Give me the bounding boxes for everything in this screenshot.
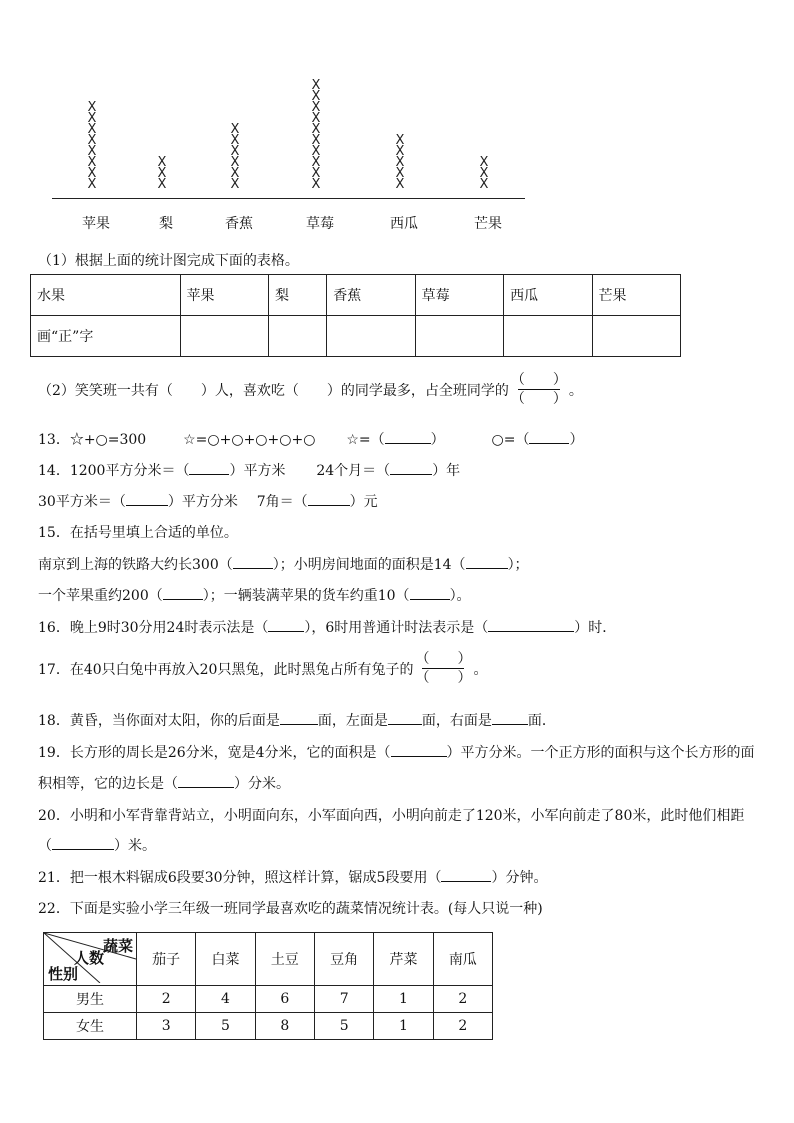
pictograph-mark: X xyxy=(157,166,167,181)
q19-text: ）平方分米。一个正方形的面积与这个长方形的面 xyxy=(446,745,755,761)
table-row xyxy=(44,1013,493,1040)
pictograph-mark: X xyxy=(311,155,321,170)
vegetable-table xyxy=(43,932,493,1040)
table-cell: 1 xyxy=(374,986,433,1013)
vegetable-header: 豆角 xyxy=(314,933,373,986)
fruit-table-header: 苹果 xyxy=(180,275,268,316)
pictograph-mark: X xyxy=(87,111,97,126)
pictograph-mark: X xyxy=(230,166,240,181)
pictograph-mark: X xyxy=(87,122,97,137)
q15-blank[interactable] xyxy=(466,556,508,569)
pictograph-mark: X xyxy=(311,133,321,148)
question-22-title: 22．下面是实验小学三年级一班同学最喜欢吃的蔬菜情况统计表。(每人只说一种) xyxy=(38,901,543,917)
q14-text: 24个月＝（ xyxy=(316,463,391,479)
q19-text: ）分米。 xyxy=(234,776,290,792)
q17-end: 。 xyxy=(473,661,488,678)
table-corner-header xyxy=(44,933,137,986)
q-fruit-part1: （1）根据上面的统计图完成下面的表格。 xyxy=(38,253,299,269)
q18-text: 面，右面是 xyxy=(421,713,492,729)
pictograph-mark: X xyxy=(311,144,321,159)
question-15-line1 xyxy=(38,554,529,574)
q16-blank[interactable] xyxy=(488,619,574,632)
pictograph-category-label: 苹果 xyxy=(82,216,110,232)
corner-label-gender: 性别 xyxy=(48,965,79,983)
pictograph-mark: X xyxy=(395,133,405,148)
fruit-table-cell[interactable] xyxy=(327,316,415,357)
q15-text: ）；一辆装满苹果的货车约重10（ xyxy=(202,588,410,604)
pictograph-mark: X xyxy=(311,122,321,137)
row-label: 女生 xyxy=(44,1013,137,1040)
table-cell: 7 xyxy=(314,986,373,1013)
vegetable-header: 茄子 xyxy=(137,933,196,986)
fraction-denominator: （ ） xyxy=(415,670,472,686)
q13-star-label: ☆=（ xyxy=(346,432,385,448)
q15-text: 一个苹果重约200（ xyxy=(38,588,163,604)
pictograph-mark: X xyxy=(479,155,489,170)
q13-star-blank[interactable] xyxy=(385,431,431,444)
q15-blank[interactable] xyxy=(233,556,273,569)
pictograph-mark: X xyxy=(479,166,489,181)
pictograph-mark: X xyxy=(230,177,240,192)
fruit-table-cell[interactable] xyxy=(504,316,592,357)
fruit-table-header: 西瓜 xyxy=(504,275,592,316)
q21-text: ）分钟。 xyxy=(491,870,548,886)
fraction-answer[interactable] xyxy=(511,371,567,408)
question-21 xyxy=(38,867,547,887)
pictograph-category-label: 梨 xyxy=(159,216,173,232)
pictograph-mark: X xyxy=(311,177,321,192)
pictograph-category-label: 芒果 xyxy=(474,216,502,232)
q17-text: 17．在40只白兔中再放入20只黑兔，此时黑兔占所有兔子的 xyxy=(38,661,414,678)
pictograph-category-label: 草莓 xyxy=(306,216,334,232)
corner-label-vegetable: 蔬菜 xyxy=(102,937,133,955)
q13-paren: ） xyxy=(569,432,584,448)
pictograph-category-label: 香蕉 xyxy=(225,216,253,232)
pictograph-mark: X xyxy=(230,155,240,170)
fraction-numerator: （ ） xyxy=(415,651,472,667)
pictograph-mark: X xyxy=(87,155,97,170)
q18-text: 18．黄昏，当你面对太阳，你的后面是 xyxy=(38,713,280,729)
question-17 xyxy=(38,650,487,687)
q18-blank[interactable] xyxy=(280,712,318,725)
q19-text: 积相等，它的边长是（ xyxy=(38,776,178,792)
fruit-table-cell[interactable] xyxy=(415,316,503,357)
q-fruit-part2-end: 。 xyxy=(568,382,583,399)
pictograph-mark: X xyxy=(311,166,321,181)
q15-blank[interactable] xyxy=(163,587,203,600)
fruit-table-header: 梨 xyxy=(268,275,326,316)
q-fruit-part2 xyxy=(38,371,583,408)
q-fruit-part2-text: （2）笑笑班一共有（ ）人，喜欢吃（ ）的同学最多，占全班同学的 xyxy=(38,382,509,399)
q14-text: 7角＝（ xyxy=(256,494,308,510)
q14-text: 30平方米＝（ xyxy=(38,494,126,510)
q16-blank[interactable] xyxy=(268,619,304,632)
q14-text: ）平方分米 xyxy=(167,494,238,510)
table-cell: 2 xyxy=(433,986,492,1013)
pictograph-mark: X xyxy=(87,144,97,159)
pictograph-baseline xyxy=(52,198,525,199)
vegetable-header: 白菜 xyxy=(196,933,255,986)
pictograph-mark: X xyxy=(479,177,489,192)
table-cell: 2 xyxy=(433,1013,492,1040)
pictograph-mark: X xyxy=(87,133,97,148)
question-14-line2 xyxy=(38,491,378,511)
q19-blank[interactable] xyxy=(178,775,234,788)
pictograph-mark: X xyxy=(395,144,405,159)
pictograph xyxy=(0,0,794,240)
pictograph-mark: X xyxy=(87,166,97,181)
q21-blank[interactable] xyxy=(441,869,491,882)
corner-label-count: 人数 xyxy=(74,949,105,967)
q20-blank[interactable] xyxy=(52,837,114,850)
question-20-line2 xyxy=(38,835,156,855)
q15-text: ）； xyxy=(507,557,529,573)
fruit-table-cell[interactable] xyxy=(268,316,326,357)
pictograph-mark: X xyxy=(311,100,321,115)
q21-text: 21．把一根木料锯成6段要30分钟，照这样计算，锯成5段要用（ xyxy=(38,870,442,886)
pictograph-mark: X xyxy=(311,78,321,93)
vegetable-header: 土豆 xyxy=(255,933,314,986)
question-16 xyxy=(38,617,616,637)
table-cell: 4 xyxy=(196,986,255,1013)
question-19-line1 xyxy=(38,742,755,762)
question-13 xyxy=(38,429,583,449)
fruit-table-cell[interactable] xyxy=(180,316,268,357)
q16-text: 16．晚上9时30分用24时表示法是（ xyxy=(38,620,269,636)
fraction-denominator: （ ） xyxy=(510,391,567,407)
q18-blank[interactable] xyxy=(492,712,528,725)
q15-blank[interactable] xyxy=(410,587,450,600)
question-15-title: 15．在括号里填上合适的单位。 xyxy=(38,525,238,541)
q18-text: 面． xyxy=(527,713,556,729)
pictograph-mark: X xyxy=(157,155,167,170)
question-15-line2 xyxy=(38,585,471,605)
pictograph-mark: X xyxy=(87,100,97,115)
fruit-table-row-label: 画“正”字 xyxy=(31,316,181,357)
fruit-table xyxy=(30,274,681,357)
pictograph-column xyxy=(152,157,172,190)
q14-text: ）平方米 xyxy=(229,463,286,479)
fruit-table-header: 芒果 xyxy=(592,275,680,316)
q14-blank[interactable] xyxy=(308,493,350,506)
q16-text: ），6时用普通计时法表示是（ xyxy=(304,620,489,636)
question-20-line1: 20．小明和小军背靠背站立，小明面向东，小军面向西，小明向前走了120米，小军向前走了80米，此时他们相距 xyxy=(38,808,745,824)
q15-text: ）；小明房间地面的面积是14（ xyxy=(272,557,466,573)
pictograph-mark: X xyxy=(230,144,240,159)
pictograph-column xyxy=(225,124,245,190)
fraction-answer[interactable] xyxy=(415,650,471,687)
table-cell: 3 xyxy=(137,1013,196,1040)
fraction-numerator: （ ） xyxy=(510,372,567,388)
q19-blank[interactable] xyxy=(391,744,447,757)
pictograph-mark: X xyxy=(311,89,321,104)
q14-blank[interactable] xyxy=(189,462,229,475)
vegetable-header: 南瓜 xyxy=(433,933,492,986)
fruit-table-header: 草莓 xyxy=(415,275,503,316)
pictograph-mark: X xyxy=(230,133,240,148)
table-cell: 2 xyxy=(137,986,196,1013)
pictograph-column xyxy=(390,135,410,190)
q18-blank[interactable] xyxy=(388,712,422,725)
table-cell: 5 xyxy=(314,1013,373,1040)
q14-text: 14．1200平方分米＝（ xyxy=(38,463,190,479)
question-19-line2 xyxy=(38,773,290,793)
pictograph-mark: X xyxy=(395,177,405,192)
q13-eq2: ☆=○+○+○+○+○ xyxy=(183,432,316,448)
q14-text: ）元 xyxy=(349,494,378,510)
pictograph-mark: X xyxy=(87,177,97,192)
q20-text: ）米。 xyxy=(114,838,156,854)
pictograph-plot xyxy=(0,0,794,190)
row-label: 男生 xyxy=(44,986,137,1013)
pictograph-mark: X xyxy=(230,122,240,137)
pictograph-column xyxy=(82,102,102,190)
table-row xyxy=(44,986,493,1013)
q13-eq1: 13．☆+○=300 xyxy=(38,432,147,448)
table-cell: 5 xyxy=(196,1013,255,1040)
q15-text: ）。 xyxy=(449,588,471,604)
q15-text: 南京到上海的铁路大约长300（ xyxy=(38,557,233,573)
table-cell: 6 xyxy=(255,986,314,1013)
question-14-line1 xyxy=(38,460,460,480)
q16-text: ）时． xyxy=(574,620,617,636)
pictograph-column xyxy=(474,157,494,190)
vegetable-header: 芹菜 xyxy=(374,933,433,986)
table-cell: 1 xyxy=(374,1013,433,1040)
q13-circle-label: ○=（ xyxy=(491,432,530,448)
pictograph-mark: X xyxy=(395,166,405,181)
pictograph-mark: X xyxy=(311,111,321,126)
q13-paren: ） xyxy=(430,432,445,448)
table-cell: 8 xyxy=(255,1013,314,1040)
q20-text: （ xyxy=(38,838,52,854)
q19-text: 19．长方形的周长是26分米，宽是4分米，它的面积是（ xyxy=(38,745,391,761)
pictograph-column xyxy=(306,80,326,190)
fruit-table-cell[interactable] xyxy=(592,316,680,357)
q14-blank[interactable] xyxy=(390,462,432,475)
question-18 xyxy=(38,710,556,730)
pictograph-mark: X xyxy=(395,155,405,170)
pictograph-mark: X xyxy=(157,177,167,192)
fruit-table-header: 水果 xyxy=(31,275,181,316)
pictograph-category-label: 西瓜 xyxy=(390,216,418,232)
q14-text: ）年 xyxy=(432,463,461,479)
q13-circle-blank[interactable] xyxy=(529,431,569,444)
q18-text: 面，左面是 xyxy=(317,713,388,729)
fruit-table-header: 香蕉 xyxy=(327,275,415,316)
q14-blank[interactable] xyxy=(126,493,168,506)
